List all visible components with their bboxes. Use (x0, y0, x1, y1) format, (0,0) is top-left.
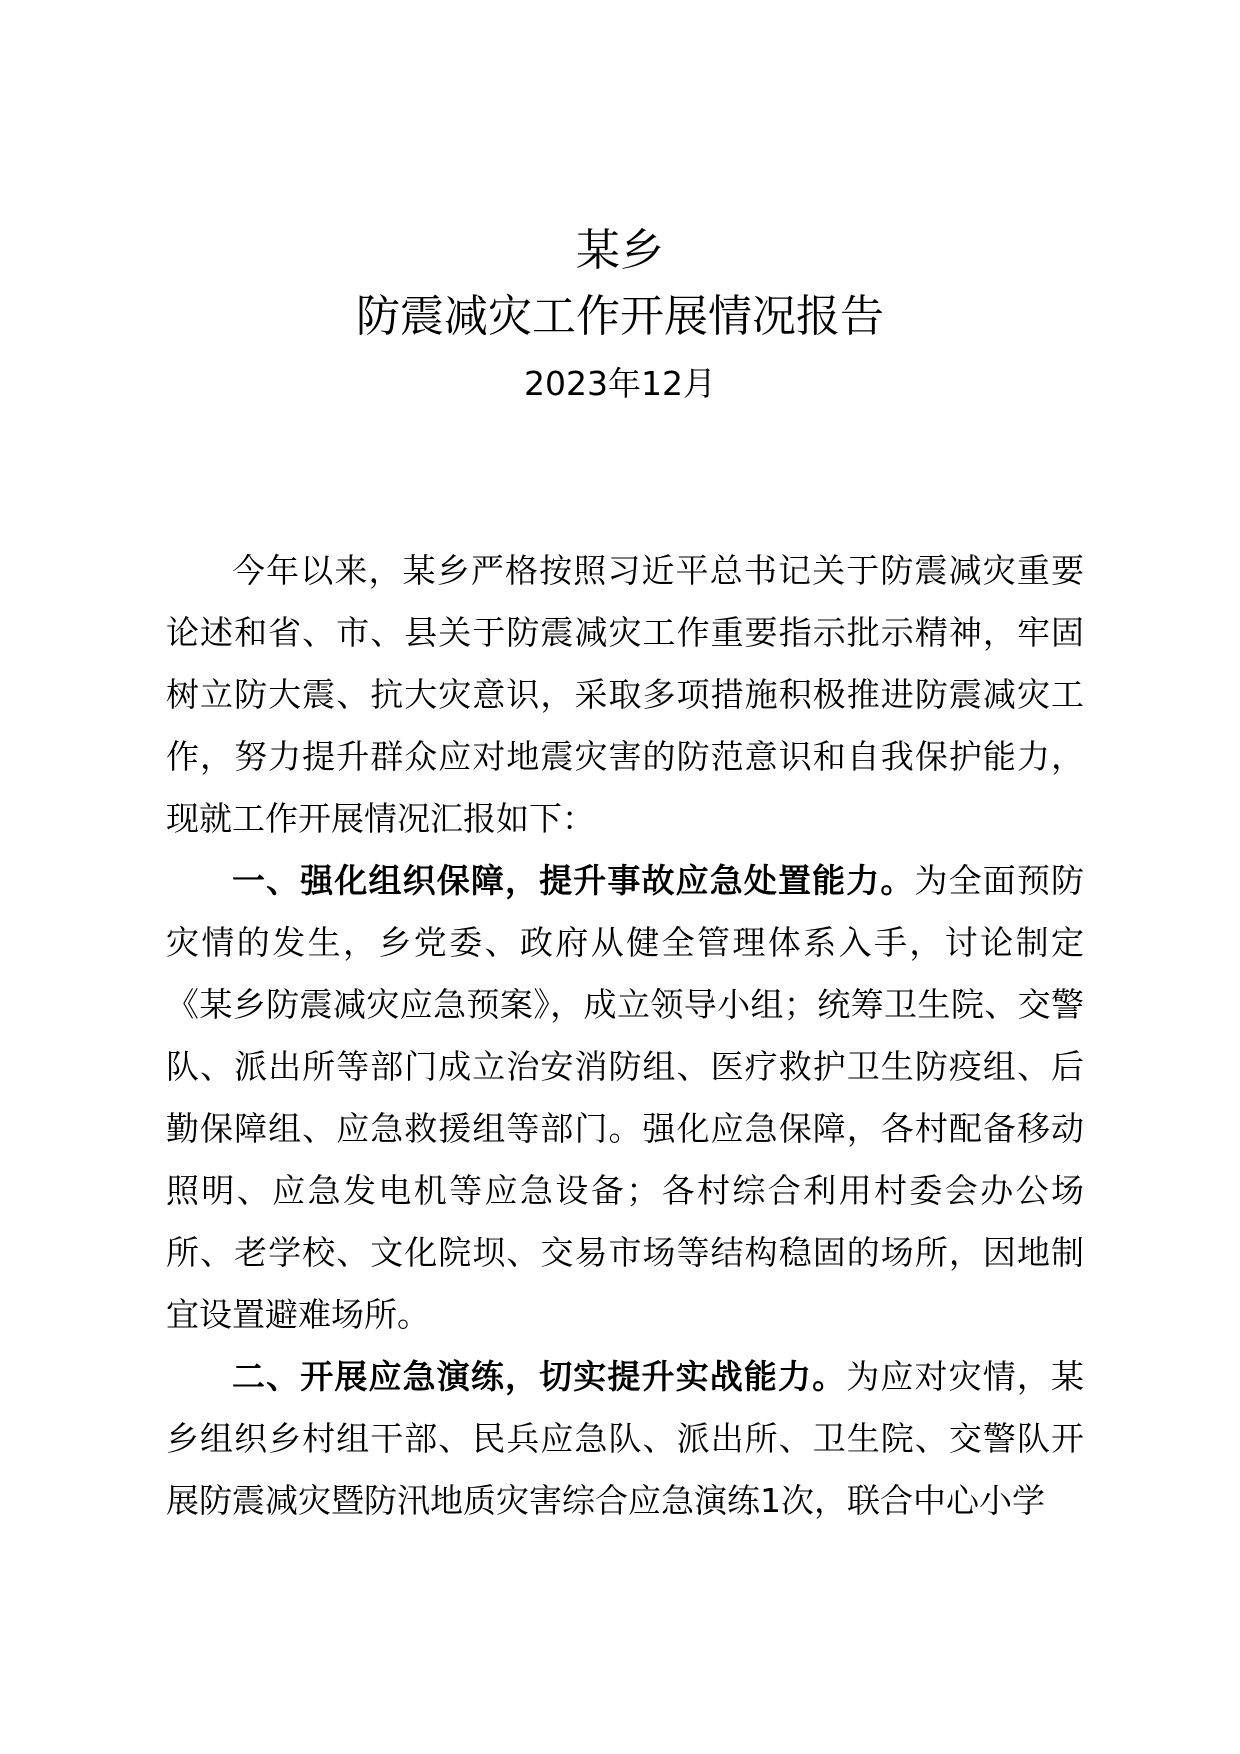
document-title-line-1: 某乡 (576, 225, 664, 276)
document-title-line-2: 防震减灾工作开展情况报告 (356, 291, 884, 342)
document-body (166, 540, 1084, 1532)
paragraph-intro (166, 540, 1084, 850)
paragraph-text: 为全面预防灾情的发生，乡党委、政府从健全管理体系入手，讨论制定《某乡防震减灾应急预案》，成立领导小组；统筹卫生院、交警队、派出所等部门成立治安消防组、医疗救护卫生防疫组、后勤保障组、应急救援组等部门。强化应急保障，各村配备移动照明、应急发电机等应急设备；各村综合利用村委会办公场所、老学校、文化院坝、交易市场等结构稳固的场所，因地制宜设置避难场所。 (166, 861, 1084, 1334)
paragraph-section-2 (166, 1346, 1084, 1532)
paragraph-lead: 一、强化组织保障，提升事故应急处置能力。 (232, 861, 915, 900)
paragraph-text: 为应对灾情，某乡组织乡村组干部、民兵应急队、派出所、卫生院、交警队开展防震减灾暨防汛地质灾害综合应急演练1次，联合中心小学 (166, 1357, 1084, 1520)
document-date: 2023年12月 (524, 364, 716, 403)
paragraph-section-1 (166, 850, 1084, 1346)
document-header (0, 218, 1240, 406)
paragraph-text: 今年以来，某乡严格按照习近平总书记关于防震减灾重要论述和省、市、县关于防震减灾工作重要指示批示精神，牢固树立防大震、抗大灾意识，采取多项措施积极推进防震减灾工作，努力提升群众应对地震灾害的防范意识和自我保护能力，现就工作开展情况汇报如下： (166, 551, 1084, 838)
paragraph-lead: 二、开展应急演练，切实提升实战能力。 (232, 1357, 847, 1396)
